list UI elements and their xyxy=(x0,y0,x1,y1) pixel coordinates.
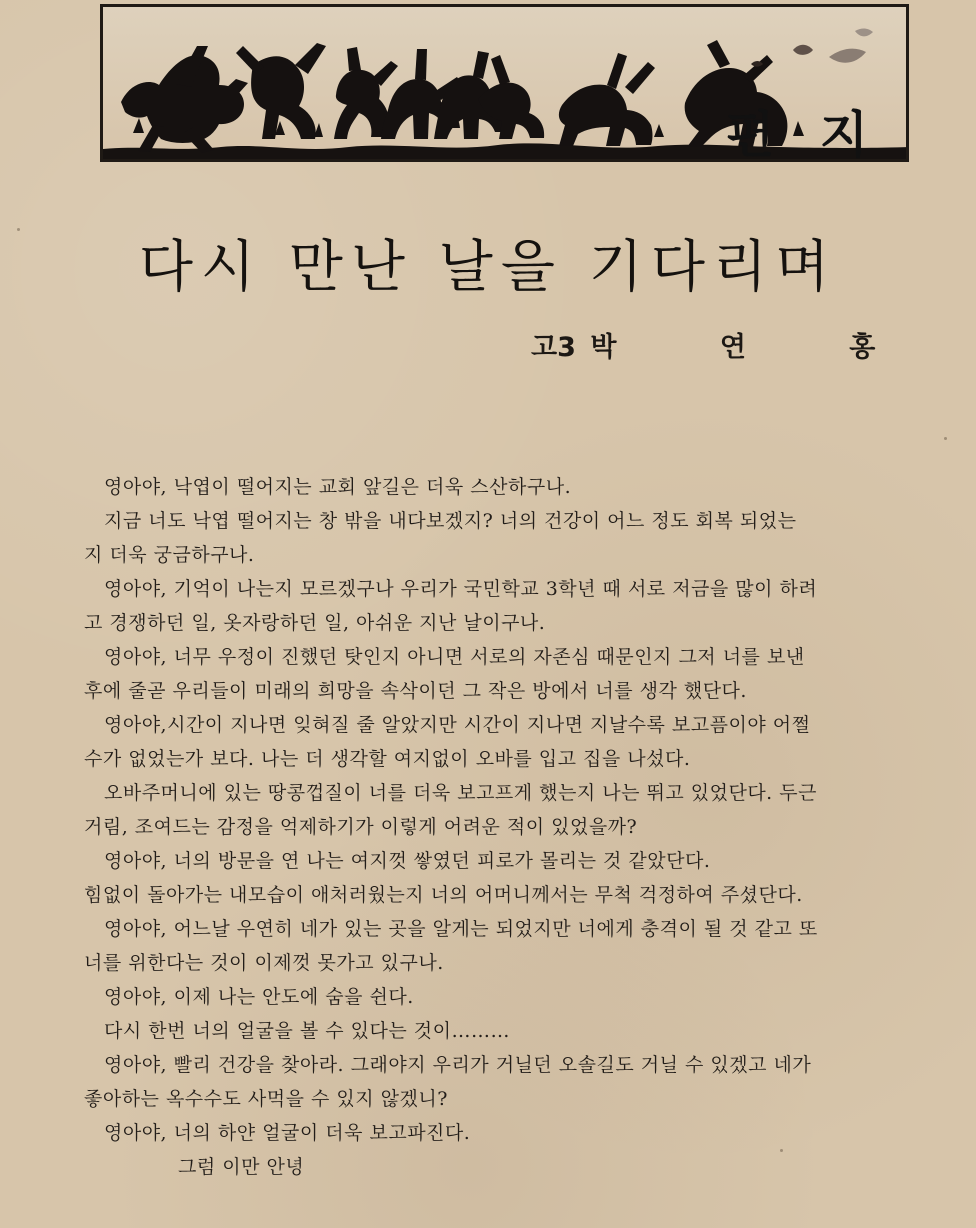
closing-line: 그럼 이만 안녕 xyxy=(178,1156,305,1178)
letter-line: 수가 없었는가 보다. 나는 더 생각할 여지없이 오바를 입고 집을 나섰다. xyxy=(84,748,691,770)
letter-line: 영아야, 빨리 건강을 찾아라. 그래야지 우리가 거닐던 오솔길도 거닐 수 있겠고 네가 xyxy=(104,1054,812,1076)
author-name-part: 박 xyxy=(590,332,617,363)
letter-line: 영아야, 너무 우정이 진했던 탓인지 아니면 서로의 자존심 때문인지 그저 너를 보낸 xyxy=(104,646,805,668)
author-name-part: 연 xyxy=(719,332,746,363)
section-title: 편 지 xyxy=(725,106,882,162)
author-name-part: 홍 xyxy=(849,332,876,363)
letter-line: 후에 줄곧 우리들이 미래의 희망을 속삭이던 그 작은 방에서 너를 생각 했단다. xyxy=(84,680,747,702)
letter-line: 오바주머니에 있는 땅콩껍질이 너를 더욱 보고프게 했는지 나는 뛰고 있었단다. 두근 xyxy=(104,782,817,804)
letter-line: 힘없이 돌아가는 내모습이 애처러웠는지 너의 어머니께서는 무척 걱정하여 주셨단다. xyxy=(84,884,803,906)
header-banner xyxy=(100,4,909,162)
letter-line: 영아야, 너의 하얀 얼굴이 더욱 보고파진다. xyxy=(104,1122,471,1144)
letter-line: 좋아하는 옥수수도 사먹을 수 있지 않겠니? xyxy=(84,1088,448,1110)
author-grade: 고3 xyxy=(531,332,576,363)
letter-line: 영아야,시간이 지나면 잊혀질 줄 알았지만 시간이 지나면 지날수록 보고픔이야 어쩔 xyxy=(104,714,811,736)
letter-line: 영아야, 기억이 나는지 모르겠구나 우리가 국민학교 3학년 때 서로 저금을 많이 하려 xyxy=(104,578,818,600)
letter-line: 영아야, 너의 방문을 연 나는 여지껏 쌓였던 피로가 몰리는 것 같았단다. xyxy=(104,850,711,872)
letter-line: 지금 너도 낙엽 떨어지는 창 밖을 내다보겠지? 너의 건강이 어느 정도 회복 되었는 xyxy=(104,510,797,532)
letter-line: 너를 위한다는 것이 이제껏 못가고 있구나. xyxy=(84,952,444,974)
letter-body xyxy=(84,470,954,1184)
author-line xyxy=(531,325,875,364)
paper-speck xyxy=(944,437,947,440)
paper-speck xyxy=(17,228,20,231)
letter-line: 지 더욱 궁금하구나. xyxy=(84,544,255,566)
letter-line: 다시 한번 너의 얼굴을 볼 수 있다는 것이……… xyxy=(104,1020,510,1042)
letter-line: 영아야, 이제 나는 안도에 숨을 쉰다. xyxy=(104,986,414,1008)
letter-line: 영아야, 낙엽이 떨어지는 교회 앞길은 더욱 스산하구나. xyxy=(104,476,572,498)
letter-line: 영아야, 어느날 우연히 네가 있는 곳을 알게는 되었지만 너에게 충격이 될 것 같고 또 xyxy=(104,918,818,940)
paper-speck xyxy=(346,1001,348,1003)
letter-title: 다시 만난 날을 기다리며 xyxy=(138,235,838,300)
letter-line: 거림, 조여드는 감정을 억제하기가 이렇게 어려운 적이 있었을까? xyxy=(84,816,638,838)
letter-line: 고 경쟁하던 일, 옷자랑하던 일, 아쉬운 지난 날이구나. xyxy=(84,612,546,634)
paper-speck xyxy=(780,1149,783,1152)
